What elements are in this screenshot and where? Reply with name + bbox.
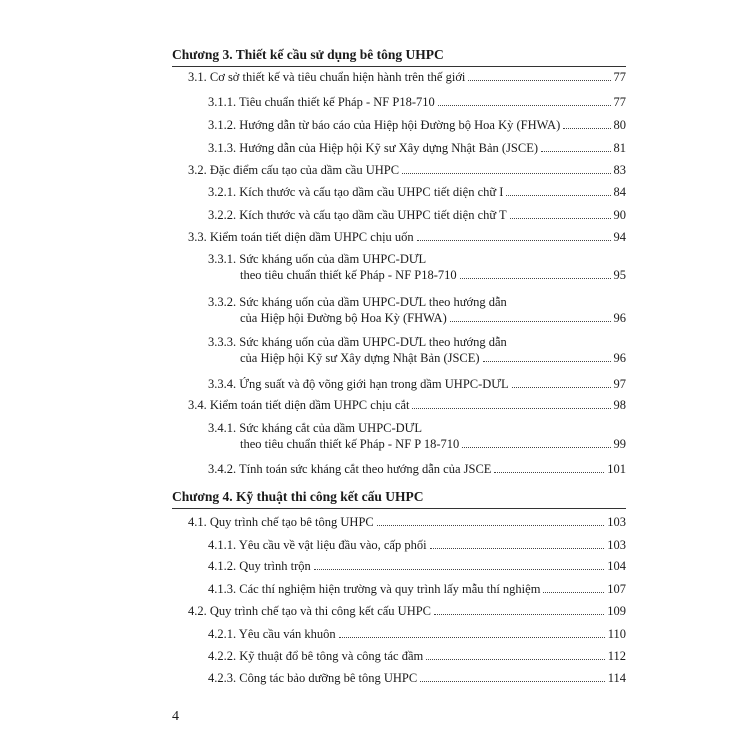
toc-leader-dots [420, 681, 604, 682]
toc-entry-3-1[interactable] [188, 69, 626, 85]
toc-entry-text: 3.3. Kiểm toán tiết diện dầm UHPC chịu uốn [188, 230, 414, 244]
toc-page-number: 103 [607, 515, 626, 529]
toc-page-number: 83 [613, 163, 626, 177]
toc-page-number: 95 [613, 268, 626, 282]
toc-entry-text: 3.2.1. Kích thước và cấu tạo dầm cầu UHPC tiết diện chữ I [208, 185, 504, 199]
toc-entry-text-line1: 3.4.1. Sức kháng cắt của dầm UHPC-DƯL [208, 421, 423, 435]
toc-entry-3-4[interactable] [188, 397, 626, 413]
toc-leader-dots [314, 569, 604, 570]
toc-entry-3-3-4[interactable] [208, 376, 626, 392]
toc-entry-3-4-2[interactable] [208, 461, 626, 477]
toc-entry-text: 4.1.3. Các thí nghiệm hiện trường và quy trình lấy mẫu thí nghiệm [208, 582, 541, 596]
toc-page-number: 99 [613, 437, 626, 451]
toc-entry-3-3-2[interactable] [208, 294, 626, 326]
toc-entry-3-2[interactable] [188, 162, 626, 178]
toc-page-number: 107 [607, 582, 626, 596]
toc-page-number: 94 [613, 230, 626, 244]
toc-entry-text: 3.1.1. Tiêu chuẩn thiết kế Pháp - NF P18-710 [208, 95, 435, 109]
toc-entry-text-line1: 3.3.3. Sức kháng uốn của dầm UHPC-DƯL theo hướng dẫn [208, 335, 507, 349]
toc-entry-text: 3.3.4. Ứng suất và độ võng giới hạn trong dầm UHPC-DƯL [208, 377, 509, 391]
toc-entry-text: 4.2. Quy trình chế tạo và thi công kết cấu UHPC [188, 604, 432, 618]
toc-entry-text: 4.2.2. Kỹ thuật đổ bê tông và công tác đầm [208, 649, 424, 663]
toc-leader-dots [434, 614, 604, 615]
toc-entry-text-line1: 3.3.1. Sức kháng uốn của dầm UHPC-DƯL [208, 252, 427, 266]
toc-leader-dots [512, 387, 611, 388]
toc-leader-dots [339, 637, 605, 638]
toc-page-number: 80 [613, 118, 626, 132]
toc-page-number: 110 [607, 627, 626, 641]
toc-page-number: 90 [613, 208, 626, 222]
toc-entry-text: 3.2.2. Kích thước và cấu tạo dầm cầu UHPC tiết diện chữ T [208, 208, 507, 222]
toc-entry-text: 4.1.1. Yêu cầu về vật liệu đầu vào, cấp phối [208, 538, 427, 552]
toc-leader-dots [483, 361, 611, 362]
toc-leader-dots [543, 592, 604, 593]
toc-page-number: 77 [613, 70, 626, 84]
toc-page-number: 104 [607, 559, 626, 573]
toc-entry-text-line2: của Hiệp hội Kỹ sư Xây dựng Nhật Bản (JSCE) [240, 351, 480, 365]
toc-leader-dots [430, 548, 605, 549]
toc-leader-dots [462, 447, 610, 448]
toc-leader-dots [460, 278, 611, 279]
toc-page-number: 84 [613, 185, 626, 199]
toc-entry-3-1-3[interactable] [208, 140, 626, 156]
toc-leader-dots [450, 321, 611, 322]
toc-leader-dots [510, 218, 611, 219]
toc-entry-3-2-1[interactable] [208, 184, 626, 200]
toc-entry-4-2-3[interactable] [208, 670, 626, 686]
toc-page-number: 101 [607, 462, 626, 476]
toc-entry-text: 4.2.3. Công tác bảo dưỡng bê tông UHPC [208, 671, 418, 685]
toc-entry-text-line2: theo tiêu chuẩn thiết kế Pháp - NF P 18-710 [240, 437, 460, 451]
toc-entry-text: 3.4. Kiểm toán tiết diện dầm UHPC chịu cắt [188, 398, 410, 412]
page-number: 4 [172, 709, 179, 724]
toc-leader-dots [494, 472, 604, 473]
toc-leader-dots [402, 173, 610, 174]
toc-leader-dots [377, 525, 605, 526]
toc-entry-text: 3.4.2. Tính toán sức kháng cắt theo hướng dẫn của JSCE [208, 462, 492, 476]
toc-leader-dots [468, 80, 610, 81]
toc-entry-text: 4.1. Quy trình chế tạo bê tông UHPC [188, 515, 374, 529]
toc-entry-4-2[interactable] [188, 603, 626, 619]
toc-page-number: 96 [613, 311, 626, 325]
toc-entry-3-3-1[interactable] [208, 251, 626, 283]
toc-leader-dots [426, 659, 604, 660]
toc-page-number: 109 [607, 604, 626, 618]
toc-entry-4-1-3[interactable] [208, 581, 626, 597]
chapter-3-rule [172, 66, 626, 67]
toc-page-number: 103 [607, 538, 626, 552]
toc-page-number: 77 [613, 95, 626, 109]
toc-entry-3-3-3[interactable] [208, 334, 626, 366]
toc-entry-text-line2: của Hiệp hội Đường bộ Hoa Kỳ (FHWA) [240, 311, 447, 325]
toc-entry-text-line2: theo tiêu chuẩn thiết kế Pháp - NF P18-710 [240, 268, 457, 282]
toc-page-number: 112 [607, 649, 626, 663]
toc-leader-dots [438, 105, 611, 106]
toc-entry-text: 3.1.3. Hướng dẫn của Hiệp hội Kỹ sư Xây dựng Nhật Bản (JSCE) [208, 141, 539, 155]
toc-page-number: 114 [607, 671, 626, 685]
toc-entry-3-4-1[interactable] [208, 420, 626, 452]
toc-entry-text: 3.2. Đặc điểm cấu tạo của dầm cầu UHPC [188, 163, 400, 177]
toc-entry-4-1-1[interactable] [208, 537, 626, 553]
toc-entry-text: 3.1.2. Hướng dẫn từ báo cáo của Hiệp hội Đường bộ Hoa Kỳ (FHWA) [208, 118, 561, 132]
toc-entry-text-line1: 3.3.2. Sức kháng uốn của dầm UHPC-DƯL theo hướng dẫn [208, 295, 507, 309]
toc-leader-dots [506, 195, 610, 196]
toc-entry-3-1-2[interactable] [208, 117, 626, 133]
toc-entry-3-1-1[interactable] [208, 94, 626, 110]
chapter-4-title: Chương 4. Kỹ thuật thi công kết cấu UHPC [172, 489, 424, 504]
toc-page-number: 97 [613, 377, 626, 391]
toc-entry-4-1-2[interactable] [208, 558, 626, 574]
toc-leader-dots [412, 408, 610, 409]
toc-leader-dots [563, 128, 610, 129]
toc-entry-text: 4.2.1. Yêu cầu ván khuôn [208, 627, 336, 641]
toc-entry-4-2-1[interactable] [208, 626, 626, 642]
chapter-3-title: Chương 3. Thiết kế cầu sử dụng bê tông UHPC [172, 47, 444, 62]
toc-entry-4-1[interactable] [188, 514, 626, 530]
toc-page-number: 96 [613, 351, 626, 365]
chapter-4-rule [172, 508, 626, 509]
toc-leader-dots [417, 240, 611, 241]
toc-leader-dots [541, 151, 610, 152]
toc-page-number: 81 [613, 141, 626, 155]
toc-entry-3-2-2[interactable] [208, 207, 626, 223]
toc-entry-text: 3.1. Cơ sở thiết kế và tiêu chuẩn hiện hành trên thế giới [188, 70, 466, 84]
toc-page-number: 98 [613, 398, 626, 412]
toc-entry-3-3[interactable] [188, 229, 626, 245]
toc-entry-4-2-2[interactable] [208, 648, 626, 664]
toc-entry-text: 4.1.2. Quy trình trộn [208, 559, 311, 573]
